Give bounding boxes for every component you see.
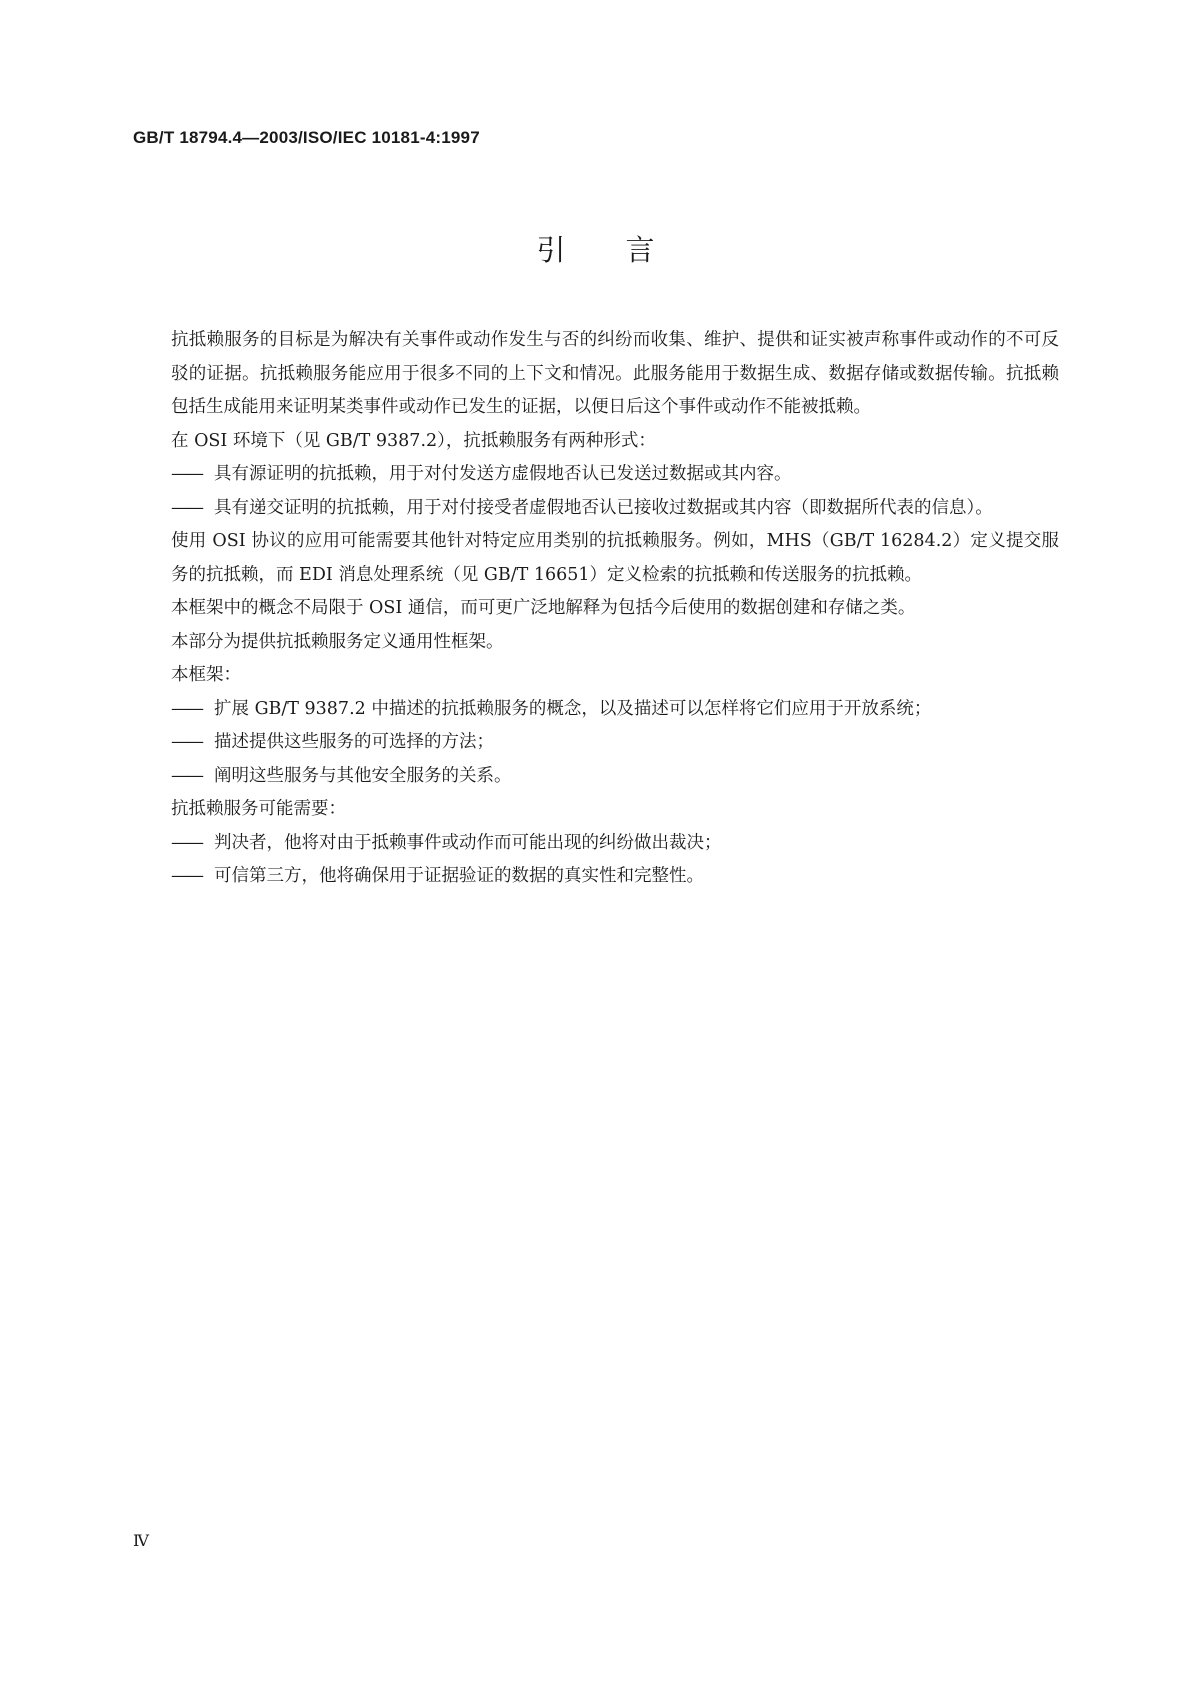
framework-item-text: 阐明这些服务与其他安全服务的关系。 bbox=[214, 765, 512, 786]
dash-mark: —— bbox=[171, 765, 202, 786]
scope-paragraph bbox=[171, 626, 1059, 660]
needs-intro bbox=[171, 793, 1059, 827]
page-number: Ⅳ bbox=[133, 1531, 149, 1550]
framework-intro bbox=[171, 659, 1059, 693]
form-item-origin bbox=[171, 458, 1059, 492]
needs-item-text: 可信第三方，他将确保用于证据验证的数据的真实性和完整性。 bbox=[214, 866, 704, 886]
scope-paragraph-text: 本部分为提供抗抵赖服务定义通用性框架。 bbox=[171, 631, 504, 652]
intro-paragraph-text: 抗抵赖服务的目标是为解决有关事件或动作发生与否的纠纷而收集、维护、提供和证实被声称事件或动作的不可反驳的证据。抗抵赖服务能应用于很多不同的上下文和情况。此服务能用于数据生成、数据存储或数据传输。抗抵赖包括生成能用来证明某类事件或动作已发生的证据，以便日后这个事件或动作不能被抵赖。 bbox=[171, 330, 1059, 417]
framework-item bbox=[171, 760, 1059, 794]
framework-item-text: 描述提供这些服务的可选择的方法； bbox=[214, 732, 494, 752]
framework-item bbox=[171, 726, 1059, 760]
concepts-paragraph-text: 本框架中的概念不局限于 OSI 通信，而可更广泛地解释为包括今后使用的数据创建和存储之类。 bbox=[171, 598, 916, 618]
needs-item-text: 判决者，他将对由于抵赖事件或动作而可能出现的纠纷做出裁决； bbox=[214, 832, 722, 853]
form-item-delivery-text: 具有递交证明的抗抵赖，用于对付接受者虚假地否认已接收过数据或其内容（即数据所代表的信息）。 bbox=[214, 497, 993, 518]
dash-mark: —— bbox=[171, 866, 202, 886]
dash-mark: —— bbox=[171, 732, 202, 752]
dash-mark: —— bbox=[171, 497, 202, 518]
applications-paragraph-text: 使用 OSI 协议的应用可能需要其他针对特定应用类别的抗抵赖服务。例如，MHS（GB/T 16284.2）定义提交服务的抗抵赖，而 EDI 消息处理系统（见 GB/T 16651）定义检索的抗抵赖和传送服务的抗抵赖。 bbox=[171, 531, 1059, 585]
dash-mark: —— bbox=[171, 832, 202, 853]
intro-paragraph bbox=[171, 324, 1059, 425]
document-body bbox=[171, 324, 1059, 894]
dash-mark: —— bbox=[171, 698, 202, 719]
standard-code-header: GB/T 18794.4—2003/ISO/IEC 10181-4:1997 bbox=[133, 128, 480, 147]
needs-intro-text: 抗抵赖服务可能需要： bbox=[171, 799, 346, 819]
form-item-delivery bbox=[171, 492, 1059, 526]
applications-paragraph bbox=[171, 525, 1059, 592]
page-title: 引言 bbox=[536, 233, 715, 267]
framework-item-text: 扩展 GB/T 9387.2 中描述的抗抵赖服务的概念，以及描述可以怎样将它们应用于开放系统； bbox=[214, 698, 932, 719]
framework-item bbox=[171, 693, 1059, 727]
osi-forms-paragraph bbox=[171, 425, 1059, 459]
form-item-origin-text: 具有源证明的抗抵赖，用于对付发送方虚假地否认已发送过数据或其内容。 bbox=[214, 464, 792, 484]
dash-mark: —— bbox=[171, 464, 202, 484]
osi-forms-paragraph-text: 在 OSI 环境下（见 GB/T 9387.2），抗抵赖服务有两种形式： bbox=[171, 430, 656, 451]
framework-intro-text: 本框架： bbox=[171, 665, 241, 685]
needs-item bbox=[171, 827, 1059, 861]
concepts-paragraph bbox=[171, 592, 1059, 626]
needs-item bbox=[171, 860, 1059, 894]
